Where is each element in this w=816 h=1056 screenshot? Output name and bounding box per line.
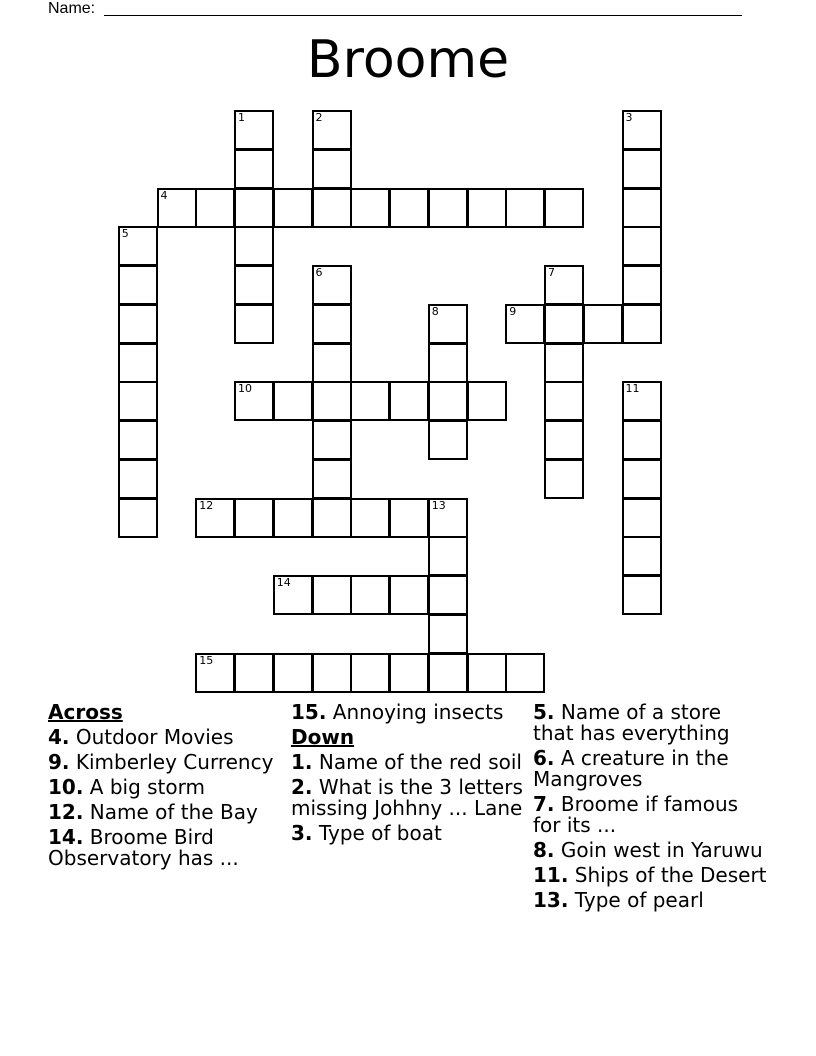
grid-cell[interactable]	[234, 265, 274, 305]
clue-number: 13.	[533, 888, 569, 912]
grid-cell[interactable]	[622, 498, 662, 538]
clue-number: 2.	[291, 775, 313, 799]
grid-cell[interactable]	[350, 381, 390, 421]
grid-cell[interactable]	[195, 498, 235, 538]
clue-text: A big storm	[89, 775, 205, 799]
grid-cell[interactable]	[622, 149, 662, 189]
clue-number: 7.	[533, 792, 555, 816]
grid-cell[interactable]	[273, 498, 313, 538]
clue-number-label: 8	[431, 304, 439, 318]
grid-cell[interactable]	[118, 226, 158, 266]
grid-cell[interactable]	[195, 653, 235, 693]
grid-cell[interactable]	[312, 343, 352, 383]
grid-cell[interactable]	[195, 188, 235, 228]
clue-number: 5.	[533, 700, 555, 724]
grid-cell[interactable]	[118, 381, 158, 421]
grid-cell[interactable]	[622, 188, 662, 228]
grid-cell[interactable]	[118, 498, 158, 538]
grid-cell[interactable]	[234, 226, 274, 266]
clue-text: A creature in the Mangroves	[533, 746, 729, 791]
grid-cell[interactable]	[622, 459, 662, 499]
clue-number: 8.	[533, 838, 555, 862]
grid-cell[interactable]	[467, 381, 507, 421]
grid-cell[interactable]	[234, 381, 274, 421]
across-heading: Across	[48, 700, 123, 724]
clue-text: Goin west in Yaruwu	[560, 838, 763, 862]
grid-cell[interactable]	[312, 498, 352, 538]
grid-cell[interactable]	[312, 459, 352, 499]
clue-down-7	[533, 794, 768, 836]
grid-cell[interactable]	[234, 110, 274, 150]
grid-cell[interactable]	[622, 575, 662, 615]
grid-cell[interactable]	[312, 575, 352, 615]
clue-number: 15.	[291, 700, 327, 724]
clue-number-label: 4	[160, 188, 168, 202]
grid-cell[interactable]	[118, 343, 158, 383]
clue-text: Outdoor Movies	[75, 725, 234, 749]
grid-cell[interactable]	[622, 420, 662, 460]
grid-cell[interactable]	[428, 498, 468, 538]
clue-across-9	[48, 752, 283, 773]
grid-cell[interactable]	[505, 304, 545, 344]
grid-cell[interactable]	[583, 304, 623, 344]
grid-cell[interactable]	[350, 188, 390, 228]
clue-number: 9.	[48, 750, 70, 774]
grid-cell[interactable]	[544, 420, 584, 460]
clue-text: Annoying insects	[332, 700, 504, 724]
grid-cell[interactable]	[428, 343, 468, 383]
grid-cell[interactable]	[234, 653, 274, 693]
clue-number-label: 12	[199, 498, 214, 512]
clue-number-label: 3	[625, 111, 633, 124]
grid-cell[interactable]	[389, 575, 429, 615]
grid-cell[interactable]	[622, 381, 662, 421]
name-label: Name:	[48, 0, 96, 17]
clue-text: Type of boat	[318, 821, 442, 845]
grid-cell[interactable]	[118, 420, 158, 460]
grid-cell[interactable]	[467, 188, 507, 228]
clue-number: 10.	[48, 775, 84, 799]
grid-cell[interactable]	[544, 459, 584, 499]
grid-cell[interactable]	[428, 653, 468, 693]
clue-down-5	[533, 702, 768, 744]
grid-cell[interactable]	[157, 188, 197, 228]
clue-number-label: 14	[276, 576, 291, 589]
clue-text: Name of a store that has everything	[533, 700, 730, 745]
clue-down-8	[533, 840, 768, 861]
grid-cell[interactable]	[622, 304, 662, 344]
clue-number: 3.	[291, 821, 313, 845]
clue-down-1	[291, 752, 526, 773]
grid-cell[interactable]	[428, 420, 468, 460]
grid-cell[interactable]	[467, 653, 507, 693]
clue-number-label: 15	[199, 653, 214, 667]
grid-cell[interactable]	[234, 149, 274, 189]
grid-cell[interactable]	[312, 381, 352, 421]
clue-down-3	[291, 823, 526, 844]
grid-cell[interactable]	[389, 498, 429, 538]
grid-cell[interactable]	[118, 265, 158, 305]
puzzle-title: Broome	[306, 30, 510, 90]
clue-down-13	[533, 890, 768, 911]
grid-cell[interactable]	[273, 653, 313, 693]
down-heading: Down	[291, 725, 355, 749]
clue-text: What is the 3 letters missing Johhny ... Lane	[291, 775, 523, 820]
clue-number-label: 11	[625, 382, 640, 396]
clue-number: 4.	[48, 725, 70, 749]
grid-cell[interactable]	[312, 653, 352, 693]
clue-text: Kimberley Currency	[75, 750, 274, 774]
clue-column-2	[291, 702, 526, 848]
grid-cell[interactable]	[622, 226, 662, 266]
grid-cell[interactable]	[234, 188, 274, 228]
clue-number: 1.	[291, 750, 313, 774]
grid-cell[interactable]	[273, 188, 313, 228]
grid-cell[interactable]	[428, 381, 468, 421]
clue-text: Name of the red soil	[318, 750, 522, 774]
grid-cell[interactable]	[544, 381, 584, 421]
clue-across-12	[48, 802, 283, 823]
clue-text: Broome Bird Observatory has ...	[48, 825, 239, 870]
clue-across-10	[48, 777, 283, 798]
clue-text: Type of pearl	[574, 888, 704, 912]
clue-number-label: 9	[509, 304, 517, 318]
grid-cell[interactable]	[389, 381, 429, 421]
clue-down-6	[533, 748, 768, 790]
clue-column-1	[48, 702, 283, 873]
grid-cell[interactable]	[350, 653, 390, 693]
clue-down-11	[533, 865, 768, 886]
grid-cell[interactable]	[428, 188, 468, 228]
grid-cell[interactable]	[622, 536, 662, 576]
clue-column-3	[533, 702, 768, 915]
grid-cell[interactable]	[312, 110, 352, 150]
grid-cell[interactable]	[622, 110, 662, 150]
clue-number-label: 7	[548, 266, 555, 279]
clue-number: 12.	[48, 800, 84, 824]
grid-cell[interactable]	[544, 343, 584, 383]
clue-across-4	[48, 727, 283, 748]
grid-cell[interactable]	[312, 188, 352, 228]
clue-number-label: 13	[431, 498, 446, 512]
clue-number-label: 2	[315, 111, 323, 124]
clue-number: 14.	[48, 825, 84, 849]
grid-cell[interactable]	[312, 304, 352, 344]
clue-across-15	[291, 702, 526, 723]
grid-cell[interactable]	[428, 304, 468, 344]
clue-down-2	[291, 777, 526, 819]
clue-number-label: 10	[238, 382, 252, 396]
clue-text: Broome if famous for its ...	[533, 792, 739, 837]
grid-cell[interactable]	[273, 575, 313, 615]
clue-number-label: 6	[315, 266, 323, 279]
grid-cell[interactable]	[350, 575, 390, 615]
grid-cell[interactable]	[273, 381, 313, 421]
grid-cell[interactable]	[312, 420, 352, 460]
grid-cell[interactable]	[428, 575, 468, 615]
grid-cell[interactable]	[234, 304, 274, 344]
grid-cell[interactable]	[312, 265, 352, 305]
clue-across-14	[48, 827, 283, 869]
clue-number: 11.	[533, 863, 569, 887]
grid-cell[interactable]	[428, 614, 468, 654]
grid-cell[interactable]	[234, 498, 274, 538]
grid-cell[interactable]	[389, 653, 429, 693]
grid-cell[interactable]	[350, 498, 390, 538]
grid-cell[interactable]	[544, 188, 584, 228]
grid-cell[interactable]	[312, 149, 352, 189]
grid-cell[interactable]	[622, 265, 662, 305]
grid-cell[interactable]	[428, 536, 468, 576]
grid-cell[interactable]	[505, 653, 545, 693]
clue-text: Ships of the Desert	[574, 863, 767, 887]
grid-cell[interactable]	[544, 265, 584, 305]
grid-cell[interactable]	[505, 188, 545, 228]
grid-cell[interactable]	[389, 188, 429, 228]
grid-cell[interactable]	[118, 304, 158, 344]
clue-number-label: 1	[238, 111, 245, 124]
clue-number-label: 5	[121, 227, 129, 241]
clue-number: 6.	[533, 746, 555, 770]
grid-cell[interactable]	[544, 304, 584, 344]
grid-cell[interactable]	[118, 459, 158, 499]
clue-text: Name of the Bay	[89, 800, 258, 824]
